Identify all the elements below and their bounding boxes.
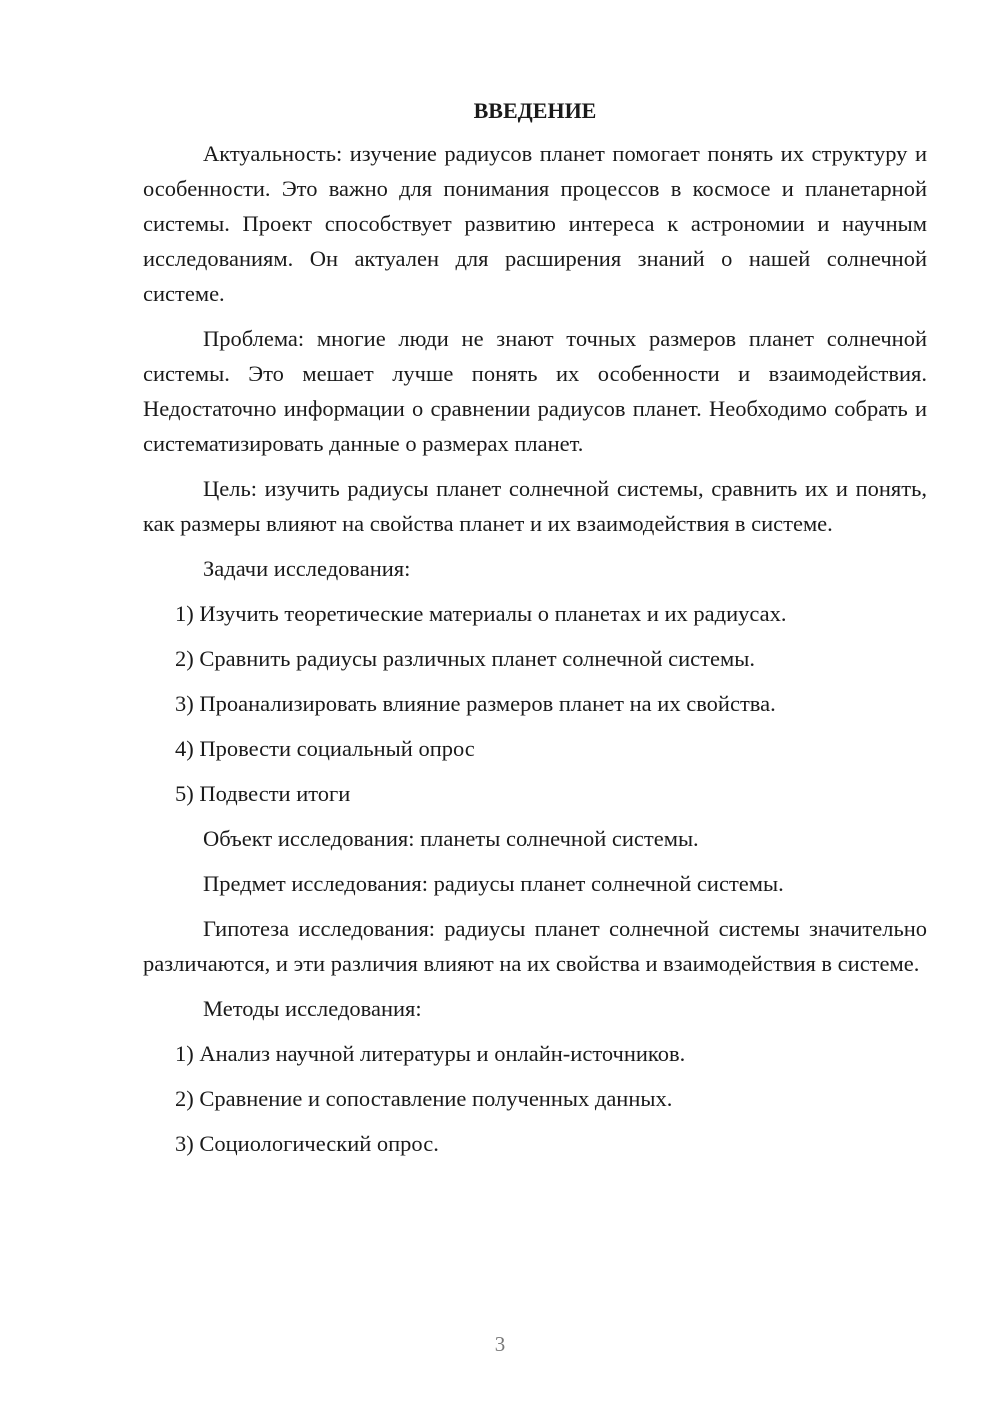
- section-title: ВВЕДЕНИЕ: [473, 98, 597, 123]
- list-item: 3) Проанализировать влияние размеров планет на их свойства.: [175, 691, 776, 716]
- tasks-heading: Задачи исследования:: [203, 556, 411, 581]
- list-item: 1) Изучить теоретические материалы о планетах и их радиусах.: [175, 601, 787, 626]
- page-number: 3: [494, 1332, 506, 1356]
- methods-list: [143, 1036, 927, 1161]
- list-item: 4) Провести социальный опрос: [175, 736, 475, 761]
- list-item: 1) Анализ научной литературы и онлайн-источников.: [175, 1041, 686, 1066]
- list-item: 5) Подвести итоги: [175, 781, 351, 806]
- subject-paragraph: Предмет исследования: радиусы планет солнечной системы.: [203, 871, 784, 896]
- methods-heading: Методы исследования:: [203, 996, 422, 1021]
- list-item: 2) Сравнение и сопоставление полученных данных.: [175, 1086, 673, 1111]
- object-paragraph: Объект исследования: планеты солнечной системы.: [203, 826, 699, 851]
- hypothesis-paragraph: Гипотеза исследования: радиусы планет солнечной системы значительно различаются, и эти различия влияют на их свойства и взаимодействия в системе.: [143, 916, 927, 976]
- problem-paragraph: Проблема: многие люди не знают точных размеров планет солнечной системы. Это мешает лучше понять их особенности и взаимодействия. Недостаточно информации о сравнении радиусов планет. Необходимо собрать и систематизировать данные о размерах планет.: [143, 326, 927, 456]
- relevance-paragraph: Актуальность: изучение радиусов планет помогает понять их структуру и особенности. Это важно для понимания процессов в космосе и планетарной системы. Проект способствует развитию интереса к астрономии и научным исследованиям. Он актуален для расширения знаний о нашей солнечной системе.: [143, 141, 927, 306]
- tasks-list: [143, 596, 927, 811]
- page-content: [143, 96, 927, 1171]
- list-item: 2) Сравнить радиусы различных планет солнечной системы.: [175, 646, 755, 671]
- list-item: 3) Социологический опрос.: [175, 1131, 439, 1156]
- goal-paragraph: Цель: изучить радиусы планет солнечной системы, сравнить их и понять, как размеры влияют на свойства планет и их взаимодействия в системе.: [143, 476, 927, 536]
